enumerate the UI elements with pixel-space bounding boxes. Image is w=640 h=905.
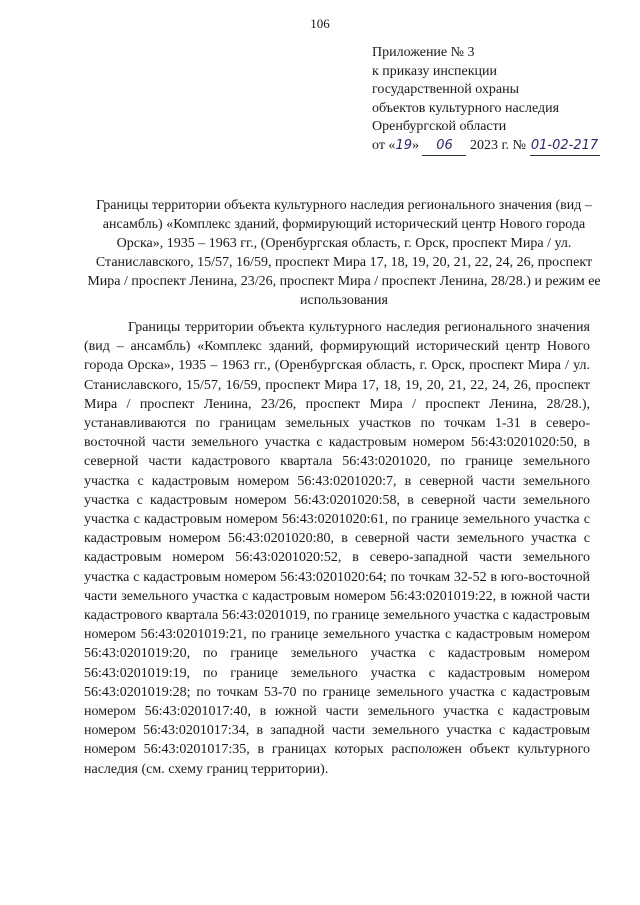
appendix-region: Оренбургской области [372, 119, 507, 134]
date-separator: » [411, 137, 419, 153]
appendix-order-ref: к приказу инспекции [372, 63, 498, 79]
date-day: 19 [395, 137, 412, 153]
appendix-title: Приложение № 3 [372, 45, 475, 60]
page-number: 106 [310, 16, 330, 31]
body-paragraph: Границы территории объекта культурного наследия регионального значения (вид – ансамбль) «Комплекс зданий, формирующий исторический центр Нового города Орска», 1935 – 1963 гг., (Оренбургская область, г. Орск, проспект Мира / ул. Станиславского, 15/57, 16/59, проспект Мира 17, 18, 19, 20, 21, 22, 24, 26, проспект Мира / проспект Ленина, 23/26, проспект Мира / проспект Ленина, 28/28.), устанавливаются по границам земельных участков по точкам 1-31 в северо-восточной части земельного участка с кадастровым номером 56:43:0201020:50, в северной части кадастрового квартала 56:43:0201020, по границе земельного участка с кадастровым номером 56:43:0201020:7, в северной части земельного участка с кадастровым номером 56:43:0201020:58, в северной части земельного участка с кадастровым номером 56:43:0201020:61, по границе земельного участка с кадастровым номером 56:43:0201020:80, в северной части земельного участка с кадастровым номером 56:43:0201020:52, в северо-западной части земельного участка с кадастровым номером 56:43:0201020:64; по точкам 32-52 в юго-восточной части земельного участка с кадастровым номером 56:43:0201019:22, в южной части кадастрового квартала 56:43:0201019, по границе земельного участка с кадастровым номером 56:43:0201019:21, по границе земельного участка с кадастровым номером 56:43:0201019:20, по границе земельного участка с кадастровым номером 56:43:0201019:19, по границе земельного участка с кадастровым номером 56:43:0201019:28; по точкам 53-70 по границе земельного участка с кадастровым номером 56:43:0201017:40, в южной части земельного участка с кадастровым номером 56:43:0201017:34, в западной части земельного участка с кадастровым номером 56:43:0201017:35, в границах которых расположен объект культурного наследия (см. схему границ территории). [84, 320, 590, 777]
document-title: Границы территории объекта культурного наследия регионального значения (вид – ансамбль) «Комплекс зданий, формирующий исторический центр Нового города Орска», 1935 – 1963 гг., (Оренбургская область, г. Орск, проспект Мира / ул. Станиславского, 15/57, 16/59, проспект Мира 17, 18, 19, 20, 21, 22, 24, 26, проспект Мира / проспект Ленина, 23/26, проспект Мира / проспект Ленина, 28/28.) и режим ее использования [87, 198, 601, 308]
date-month: 06 [422, 137, 466, 157]
date-prefix: от « [372, 137, 396, 153]
appendix-agency-line1: государственной охраны [372, 82, 520, 97]
date-year: 2023 г. № [469, 137, 527, 153]
order-number: 01-02-217 [530, 137, 600, 157]
appendix-agency-line2: объектов культурного наследия [372, 100, 560, 116]
appendix-header [372, 44, 632, 156]
appendix-date-line [372, 137, 632, 157]
